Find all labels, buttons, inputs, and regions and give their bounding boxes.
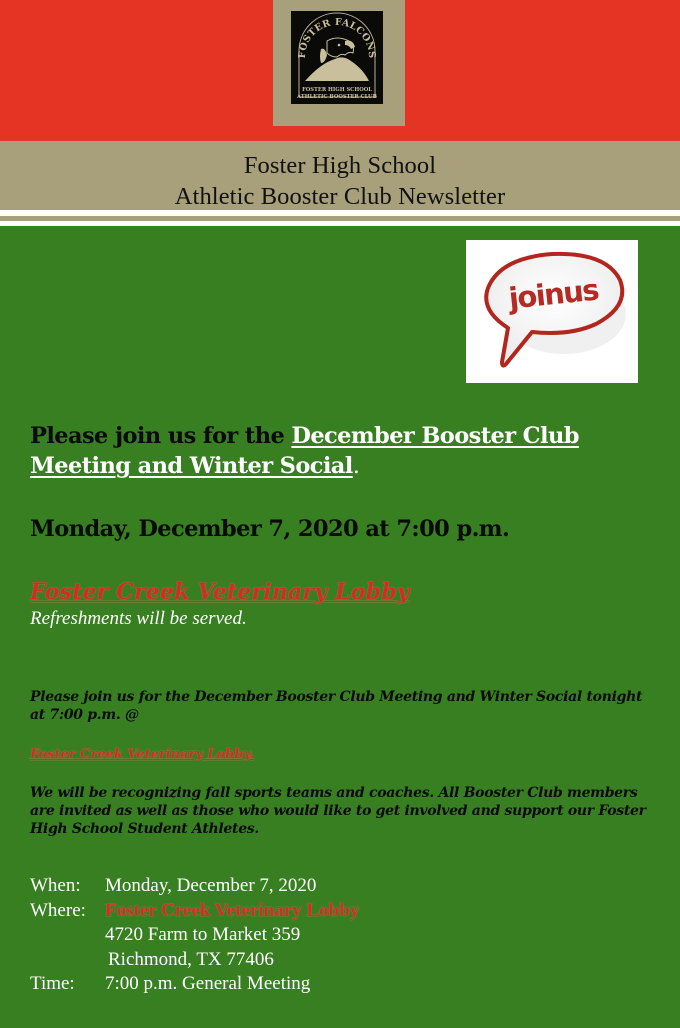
svg-text:FOSTER HIGH SCHOOL: FOSTER HIGH SCHOOL [302, 87, 372, 93]
meeting-link[interactable]: December Booster Club Meeting and Winter Social [30, 423, 579, 479]
where-value: Foster Creek Veterinary Lobby [105, 899, 360, 921]
time-label: Time: [30, 973, 75, 994]
when-label: When: [30, 875, 81, 896]
svg-text:ATHLETIC BOOSTER CLUB: ATHLETIC BOOSTER CLUB [297, 94, 377, 100]
svg-text:FOSTER FALCONS: FOSTER FALCONS [296, 16, 378, 59]
invitation-paragraph: Please join us for the December Booster Club Meeting and Winter Social tonight at 7:00 p.m. @ [30, 689, 643, 723]
join-us-image [466, 240, 638, 383]
when-row [30, 874, 650, 899]
falcon-icon [291, 11, 383, 104]
address-line2: Richmond, TX 77406 [108, 948, 274, 970]
logo-frame [273, 0, 405, 126]
where-row [30, 899, 650, 924]
venue-link-secondary[interactable]: Foster Creek Veterinary Lobby. [30, 747, 255, 762]
headline [30, 421, 650, 481]
where-label: Where: [30, 899, 86, 921]
when-value: Monday, December 7, 2020 [105, 875, 317, 896]
recognition-paragraph: We will be recognizing fall sports teams and coaches. All Booster Club members are invited as well as those who would like to get involved and support our Foster High School Student Athletes. [30, 785, 646, 837]
refreshments-note: Refreshments will be served. [30, 608, 247, 629]
event-details [30, 874, 650, 997]
newsletter-title-band [0, 141, 680, 210]
newsletter-title: Athletic Booster Club Newsletter [174, 183, 506, 210]
speech-bubble-icon [466, 240, 638, 383]
address-line1: 4720 Farm to Market 359 [105, 924, 301, 945]
time-row [30, 972, 650, 997]
school-name: Foster High School [243, 152, 437, 179]
foster-falcons-logo [291, 11, 383, 104]
time-value: 7:00 p.m. General Meeting [105, 973, 311, 994]
headline-suffix: . [352, 453, 360, 479]
headline-prefix: Please join us for the [30, 423, 292, 449]
meeting-date: Monday, December 7, 2020 at 7:00 p.m. [30, 516, 510, 542]
svg-text:joinus: joinus [507, 272, 600, 316]
venue-link[interactable]: Foster Creek Veterinary Lobby [30, 579, 410, 605]
